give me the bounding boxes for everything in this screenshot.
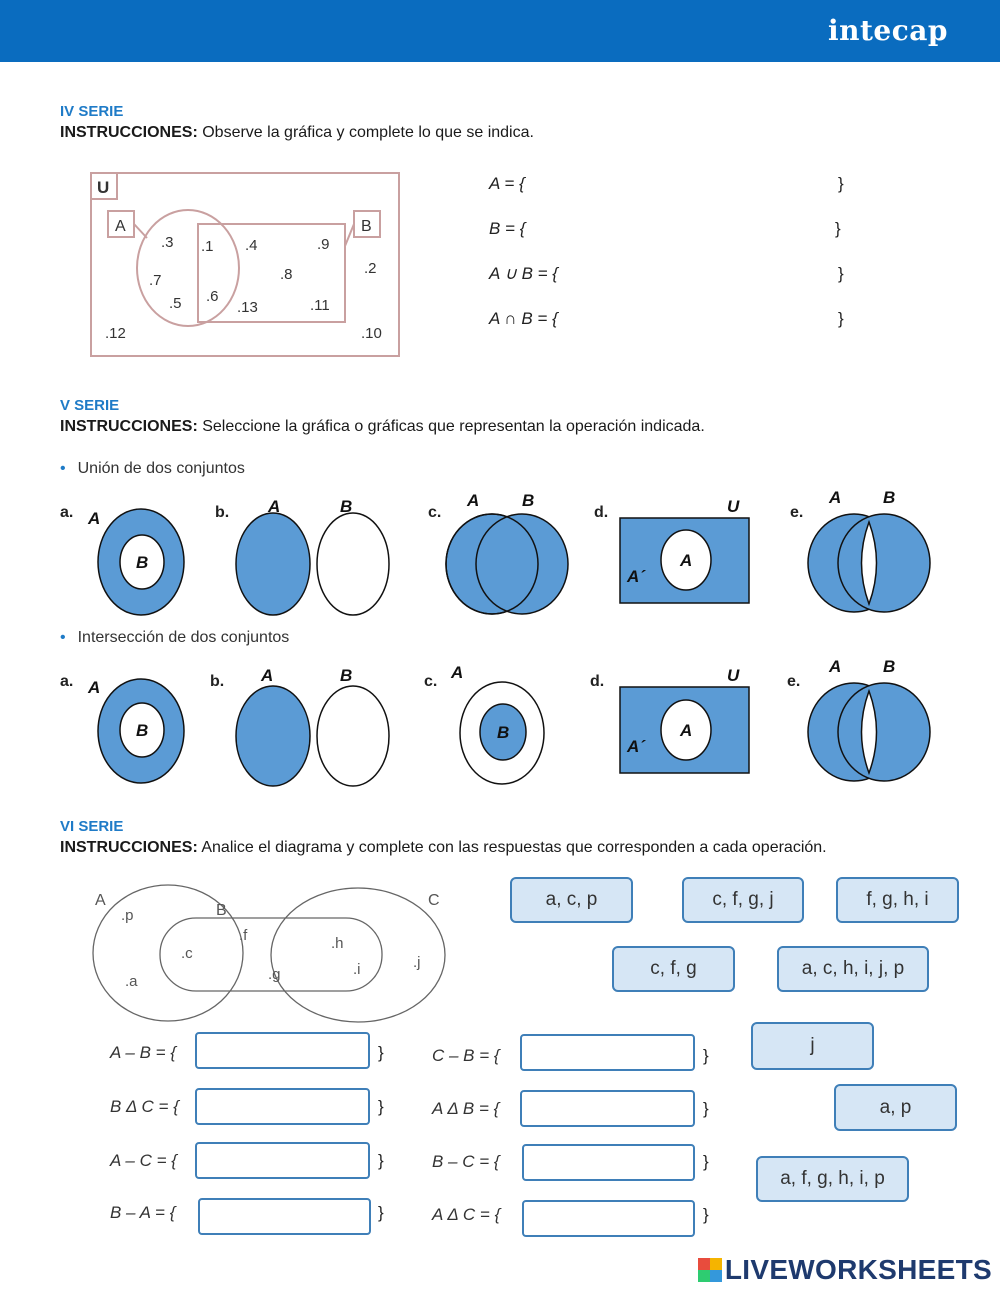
element: .a	[125, 973, 138, 990]
set-b-label: B	[522, 491, 535, 510]
bullet-icon: •	[60, 460, 66, 477]
op-b-minus-c-label: B – C = {	[432, 1152, 500, 1171]
set-b-label: B	[340, 666, 353, 685]
set-b-label: B	[883, 657, 896, 676]
eq-union-label: A ∪ B = {	[489, 264, 558, 283]
element: .10	[361, 325, 382, 342]
answer-chip[interactable]: c, f, g, j	[682, 877, 804, 923]
union-option-a-letter: a.	[60, 504, 74, 521]
serie6-title: VI SERIE	[60, 818, 124, 835]
intersection-option-c-letter: c.	[424, 673, 438, 690]
set-a-label: A	[829, 488, 842, 507]
set-a-label: A	[115, 218, 126, 235]
complement-label: A´	[627, 737, 645, 756]
universe-label: U	[727, 497, 740, 516]
liveworksheets-logo	[698, 1254, 992, 1286]
eq-b-label: B = {	[489, 219, 526, 238]
set-b-label: B	[216, 902, 227, 919]
element: .6	[206, 288, 219, 305]
serie4-title: IV SERIE	[60, 103, 124, 120]
element: .8	[280, 266, 293, 283]
element: .g	[268, 966, 281, 983]
element: .12	[105, 325, 126, 342]
intersection-option-c[interactable]	[445, 660, 555, 790]
intersection-title	[60, 629, 289, 647]
answer-drop-box[interactable]	[195, 1032, 370, 1069]
union-title	[60, 460, 245, 478]
serie5-instr-label: INSTRUCCIONES:	[60, 418, 198, 435]
answer-drop-box[interactable]	[198, 1198, 371, 1235]
serie4-instructions	[60, 124, 534, 142]
element: .13	[237, 299, 258, 316]
answer-drop-box[interactable]	[520, 1090, 695, 1127]
element: .3	[161, 234, 174, 251]
union-option-d[interactable]	[615, 494, 755, 609]
intersection-option-b-letter: b.	[210, 673, 225, 690]
eq-intersection-label: A ∩ B = {	[489, 309, 558, 328]
intersection-option-e-letter: e.	[787, 673, 801, 690]
union-option-c[interactable]	[440, 488, 575, 620]
element: .h	[331, 935, 344, 952]
op-close-brace: }	[703, 1152, 709, 1171]
serie6-instr-label: INSTRUCCIONES:	[60, 839, 198, 856]
intecap-logo: intecap	[827, 14, 948, 47]
op-close-brace: }	[703, 1205, 709, 1224]
serie5-instr-text: Seleccione la gráfica o gráficas que representan la operación indicada.	[197, 418, 705, 435]
answer-chip[interactable]: a, f, g, h, i, p	[756, 1156, 909, 1202]
set-b-label: B	[136, 553, 149, 572]
set-a-label: A	[829, 657, 842, 676]
op-close-brace: }	[378, 1097, 384, 1116]
eq-a-close: }	[838, 174, 844, 193]
element: .j	[413, 954, 421, 971]
set-a-label: A	[95, 892, 106, 909]
union-option-c-letter: c.	[428, 504, 442, 521]
set-a-label: A	[268, 497, 281, 516]
union-option-b[interactable]	[230, 494, 400, 619]
eq-intersection-close: }	[838, 309, 844, 328]
intersection-option-b[interactable]	[230, 663, 400, 788]
union-option-a[interactable]	[80, 502, 190, 617]
set-b-label: B	[340, 497, 353, 516]
element: .c	[181, 945, 193, 962]
op-close-brace: }	[378, 1043, 384, 1062]
liveworksheets-text: LIVEWORKSHEETS	[724, 1254, 992, 1285]
set-a-label: A	[88, 678, 101, 697]
serie4-instr-label: INSTRUCCIONES:	[60, 124, 198, 141]
op-close-brace: }	[703, 1046, 709, 1065]
answer-drop-box[interactable]	[522, 1200, 695, 1237]
op-c-minus-b-label: C – B = {	[432, 1046, 500, 1065]
answer-chip[interactable]: f, g, h, i	[836, 877, 959, 923]
set-b-label: B	[136, 721, 149, 740]
element: .5	[169, 295, 182, 312]
set-a-label: A	[261, 666, 274, 685]
element: .4	[245, 237, 258, 254]
answer-chip[interactable]: j	[751, 1022, 874, 1070]
union-option-b-letter: b.	[215, 504, 230, 521]
serie4-venn-diagram	[85, 168, 410, 363]
intersection-option-d[interactable]	[615, 663, 755, 778]
answer-chip[interactable]: a, p	[834, 1084, 957, 1131]
union-option-e[interactable]	[802, 486, 937, 616]
set-b-label: B	[361, 218, 372, 235]
element: .7	[149, 272, 162, 289]
intersection-option-d-letter: d.	[590, 673, 605, 690]
op-a-sym-b-label: A Δ B = {	[432, 1099, 500, 1118]
element: .9	[317, 236, 330, 253]
serie4-instr-text: Observe la gráfica y complete lo que se indica.	[197, 124, 534, 141]
set-a-circle	[137, 210, 239, 326]
intersection-option-a-letter: a.	[60, 673, 74, 690]
op-a-minus-c-label: A – C = {	[110, 1151, 177, 1170]
op-b-minus-a-label: B – A = {	[110, 1203, 176, 1222]
answer-drop-box[interactable]	[195, 1142, 370, 1179]
liveworksheets-icon	[698, 1258, 722, 1282]
serie6-instructions	[60, 839, 827, 857]
set-b-pointer	[345, 224, 354, 246]
answer-chip[interactable]: a, c, p	[510, 877, 633, 923]
op-close-brace: }	[378, 1151, 384, 1170]
set-a-label: A	[467, 491, 480, 510]
union-option-e-letter: e.	[790, 504, 804, 521]
set-b-label: B	[883, 488, 896, 507]
element: .11	[310, 297, 330, 314]
element: .p	[121, 907, 134, 924]
answer-drop-box[interactable]	[520, 1034, 695, 1071]
set-c-label: C	[428, 892, 440, 909]
set-a-label: A	[680, 721, 693, 740]
op-close-brace: }	[378, 1203, 384, 1222]
element: .2	[364, 260, 377, 277]
union-option-d-letter: d.	[594, 504, 609, 521]
universe-label: U	[97, 178, 110, 197]
op-close-brace: }	[703, 1099, 709, 1118]
op-b-sym-c-label: B Δ C = {	[110, 1097, 179, 1116]
eq-b-close: }	[835, 219, 841, 238]
element: .i	[353, 961, 361, 978]
element: .1	[201, 238, 214, 255]
op-a-minus-b-label: A – B = {	[110, 1043, 176, 1062]
complement-label: A´	[627, 567, 645, 586]
bullet-icon: •	[60, 629, 66, 646]
serie5-instructions	[60, 418, 705, 436]
serie6-venn-diagram	[88, 880, 458, 1030]
serie6-instr-text: Analice el diagrama y complete con las respuestas que corresponden a cada operación.	[197, 839, 827, 856]
serie5-title: V SERIE	[60, 397, 120, 414]
set-a-label: A	[88, 509, 101, 528]
set-a-label: A	[680, 551, 693, 570]
intersection-option-a[interactable]	[80, 671, 190, 786]
answer-drop-box[interactable]	[522, 1144, 695, 1181]
eq-a-label: A = {	[489, 174, 525, 193]
set-b-label: B	[497, 723, 510, 742]
universe-label: U	[727, 666, 740, 685]
element: .f	[239, 927, 248, 944]
answer-drop-box[interactable]	[195, 1088, 370, 1125]
intersection-option-e[interactable]	[802, 655, 937, 785]
eq-union-close: }	[838, 264, 844, 283]
set-a-label: A	[451, 663, 464, 682]
answer-chip[interactable]: c, f, g	[612, 946, 735, 992]
union-title-text: Unión de dos conjuntos	[77, 460, 245, 477]
op-a-sym-c-label: A Δ C = {	[432, 1205, 501, 1224]
intersection-title-text: Intersección de dos conjuntos	[77, 629, 290, 646]
answer-chip[interactable]: a, c, h, i, j, p	[777, 946, 929, 992]
